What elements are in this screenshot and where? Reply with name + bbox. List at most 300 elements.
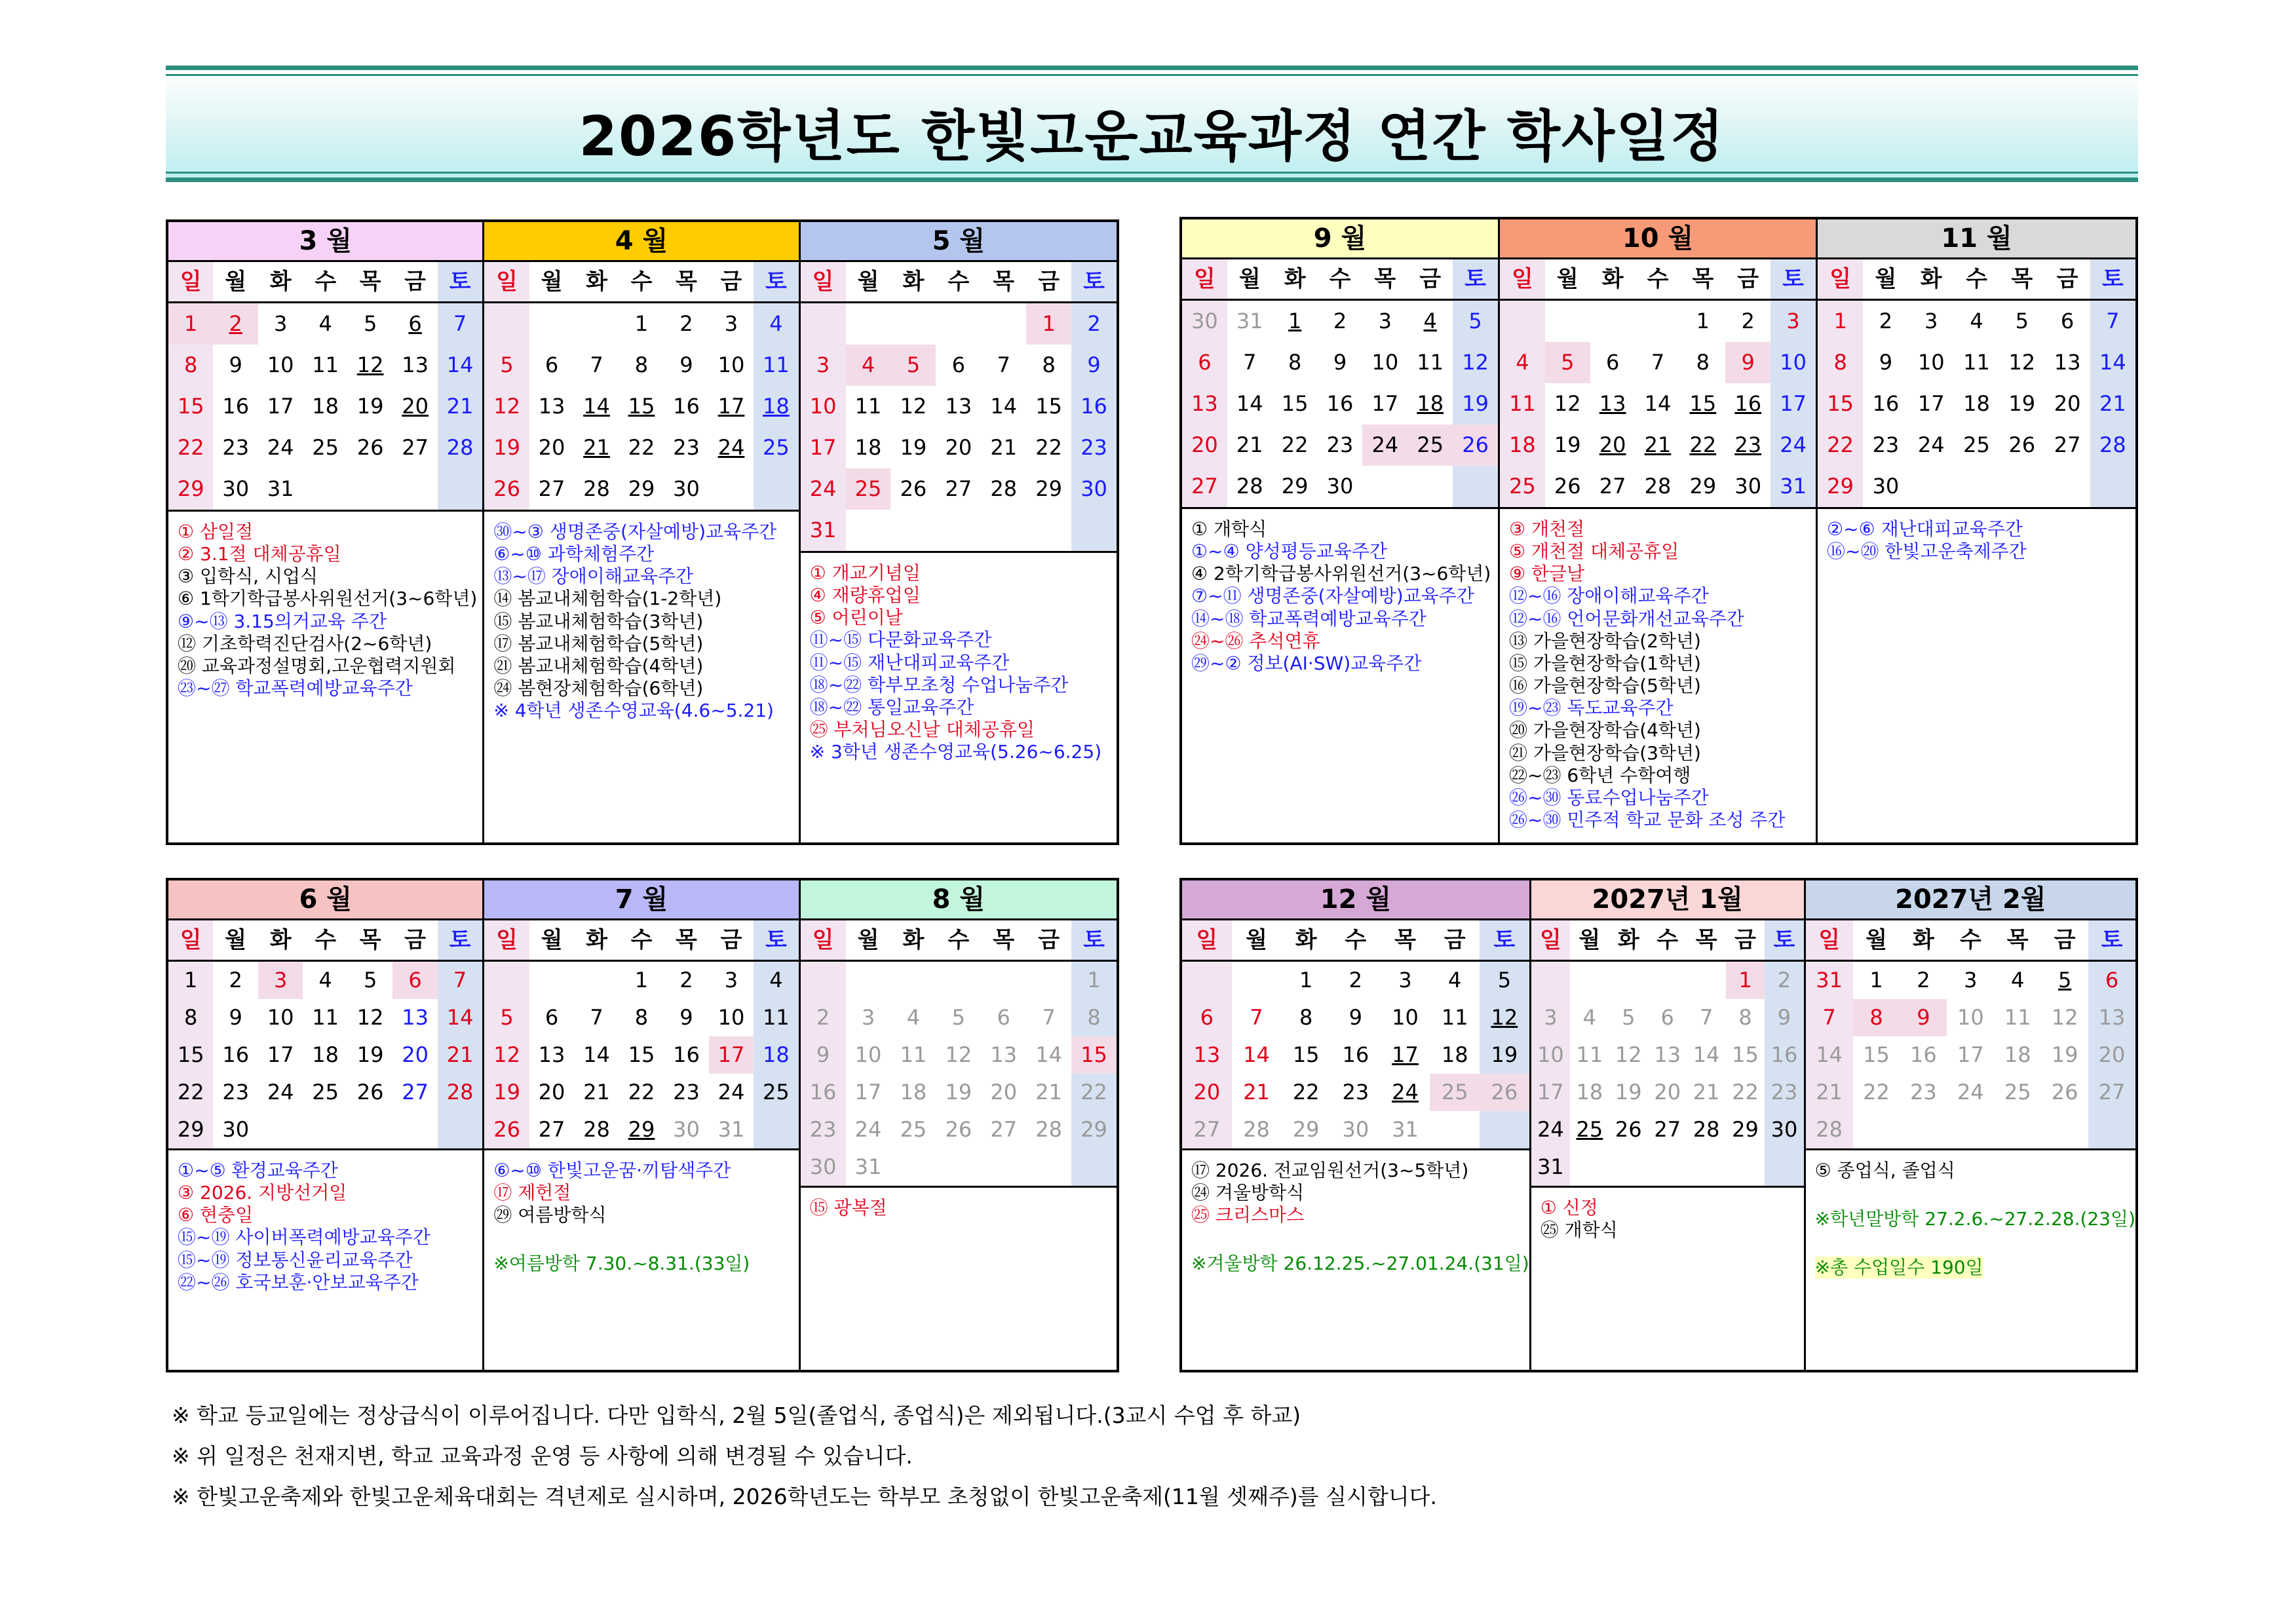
weekday-label: 월 [1578, 927, 1601, 953]
day-cell: 19 [484, 1074, 529, 1111]
event-list [801, 1188, 1117, 1370]
day-cell: 9 [1349, 1005, 1363, 1030]
event-list [1531, 1188, 1804, 1370]
day-cell-empty [1071, 1148, 1117, 1186]
day-cell: 28 [990, 476, 1018, 501]
day-cell: 28 [2090, 425, 2135, 466]
event-item: ⑬ 가을현장학습(2학년) [1509, 630, 1701, 652]
weekday-header [1818, 259, 2135, 301]
weekday-label: 금 [720, 927, 742, 953]
day-cell-empty [1407, 466, 1453, 507]
day-cell: 24 [801, 468, 846, 510]
day-cell: 4 [1582, 1005, 1597, 1030]
day-cell: 6 [997, 1005, 1010, 1030]
day-grid [801, 303, 1117, 553]
event-item: ※총 수업일수 190일 [1814, 1256, 1983, 1279]
day-cell: 24 [718, 435, 745, 460]
event-item: ⑳ 가을현장학습(4학년) [1509, 719, 1701, 742]
weekday-label: 목 [993, 269, 1015, 295]
day-cell: 9 [229, 352, 242, 377]
day-cell: 14 [1236, 391, 1263, 416]
day-cell: 4 [754, 303, 798, 345]
day-cell: 21 [990, 435, 1018, 460]
weekday-label: 목 [359, 269, 381, 295]
weekday-label: 토 [1480, 920, 1529, 960]
day-cell: 31 [1806, 962, 1853, 999]
day-cell: 20 [538, 1080, 565, 1105]
day-cell: 15 [168, 1036, 213, 1074]
weekday-label: 금 [1737, 266, 1759, 292]
weekday-label: 토 [1071, 262, 1117, 301]
weekday-label: 금 [1734, 927, 1756, 953]
day-cell: 7 [1651, 350, 1665, 375]
event-item: ① 신정 [1540, 1197, 1598, 1218]
day-cell: 7 [438, 962, 482, 999]
day-cell: 2 [1333, 309, 1347, 333]
weekday-label: 수 [947, 269, 970, 295]
weekday-header [1500, 259, 1816, 301]
day-cell-empty [2044, 466, 2090, 507]
day-cell: 20 [990, 1080, 1018, 1105]
day-cell: 11 [1500, 383, 1545, 425]
day-cell-empty [754, 468, 798, 510]
event-list [1806, 1150, 2135, 1370]
day-cell: 15 [1071, 1036, 1117, 1074]
month-header: 8 월 [801, 880, 1117, 920]
day-cell: 18 [1417, 391, 1444, 416]
weekday-label: 월 [1246, 927, 1267, 953]
event-item: ㉖~㉚ 민주적 학교 문화 조성 주간 [1509, 809, 1786, 831]
day-cell: 27 [1182, 1111, 1232, 1148]
day-cell: 4 [1448, 968, 1462, 992]
day-cell: 11 [2004, 1005, 2031, 1030]
day-cell: 22 [1292, 1080, 1320, 1105]
weekday-label: 수 [630, 269, 653, 295]
day-cell: 17 [1770, 383, 1816, 425]
day-cell: 28 [583, 476, 610, 501]
day-cell: 30 [222, 1117, 250, 1142]
weekday-label: 화 [269, 269, 292, 295]
event-item: ⑮ 가을현장학습(1학년) [1509, 652, 1701, 674]
day-cell: 29 [1818, 466, 1863, 507]
day-cell: 25 [754, 1074, 798, 1111]
weekday-label: 수 [1656, 927, 1679, 953]
day-cell: 18 [854, 435, 882, 460]
day-cell: 24 [1392, 1080, 1419, 1105]
day-cell: 4 [754, 962, 798, 999]
day-cell: 17 [267, 1042, 294, 1067]
day-cell: 2 [1071, 303, 1117, 345]
day-cell: 11 [312, 1005, 339, 1030]
day-cell: 27 [538, 476, 565, 501]
weekday-header [1531, 920, 1804, 962]
day-cell: 25 [312, 435, 339, 460]
day-cell: 3 [1924, 309, 1938, 333]
event-item: ㉔~㉖ 추석연휴 [1191, 630, 1320, 652]
event-item: ①~⑤ 환경교육주간 [178, 1160, 338, 1181]
day-cell: 13 [2088, 999, 2135, 1036]
day-cell-empty [2041, 1111, 2088, 1148]
day-cell: 24 [854, 1117, 882, 1142]
day-cell: 11 [1576, 1042, 1603, 1067]
day-cell: 17 [1957, 1042, 1984, 1067]
weekday-label: 수 [1647, 266, 1669, 292]
day-cell: 5 [363, 311, 377, 336]
event-item: ⑥ 1학기학급봉사위원선거(3~6학년) [178, 588, 478, 610]
event-item: ⑥~⑩ 과학체험주간 [493, 543, 655, 565]
day-cell: 27 [2088, 1074, 2135, 1111]
day-cell: 24 [1917, 432, 1945, 457]
weekday-label: 수 [947, 927, 970, 953]
day-cell: 23 [1342, 1080, 1369, 1105]
event-item: ㉔ 봄현장체험학습(6학년) [493, 677, 704, 700]
weekday-label: 수 [315, 927, 337, 953]
day-cell: 17 [1531, 1074, 1570, 1111]
event-item: ⑫~⑯ 장애이해교육주간 [1509, 585, 1709, 607]
day-cell: 15 [628, 1042, 655, 1067]
calendar-panel-spring [166, 219, 1119, 845]
weekday-label: 목 [2011, 266, 2033, 292]
day-cell: 23 [1734, 432, 1762, 457]
day-grid [484, 962, 798, 1150]
day-cell: 12 [945, 1042, 972, 1067]
event-list [1500, 509, 1816, 842]
event-item: ㉑ 가을현장학습(3학년) [1509, 742, 1701, 764]
day-cell-empty [1182, 962, 1232, 999]
event-item: ㉕ 부처님오신날 대체공휴일 [809, 719, 1035, 741]
event-list [801, 553, 1117, 842]
event-item: ㉔ 겨울방학식 [1191, 1182, 1305, 1204]
month-calendar [1531, 880, 1806, 1370]
day-cell-empty [1570, 962, 1609, 999]
day-cell-empty [438, 1111, 482, 1148]
day-cell: 26 [356, 435, 384, 460]
day-cell: 25 [2004, 1080, 2031, 1105]
day-cell: 3 [1531, 999, 1570, 1036]
weekday-label: 일 [484, 920, 529, 960]
event-item: ⑳ 교육과정설명회,고운협력지원회 [178, 654, 456, 677]
event-item: ⑤ 종업식, 졸업식 [1814, 1160, 1955, 1181]
day-cell: 8 [1042, 352, 1056, 377]
day-cell: 8 [1071, 999, 1117, 1036]
day-cell: 11 [1963, 350, 1990, 375]
day-cell-empty [1500, 301, 1545, 342]
event-item: ⑱~㉒ 학부모초청 수업나눔주간 [809, 673, 1069, 696]
day-cell: 1 [168, 303, 213, 345]
month-header: 10 월 [1500, 219, 1816, 259]
day-cell: 9 [679, 1005, 693, 1030]
day-cell: 1 [1026, 303, 1071, 345]
day-cell-empty [981, 303, 1026, 345]
event-item: ㉕ 크리스마스 [1191, 1204, 1305, 1226]
day-cell: 3 [861, 1005, 875, 1030]
day-cell-empty [1954, 466, 1999, 507]
event-item: ② 3.1절 대체공휴일 [178, 543, 341, 565]
weekday-label: 월 [1866, 927, 1887, 953]
day-cell: 29 [1035, 476, 1062, 501]
day-cell: 29 [1071, 1111, 1117, 1148]
day-cell: 16 [1734, 391, 1762, 416]
day-cell: 29 [628, 476, 655, 501]
day-cell: 21 [1806, 1074, 1853, 1111]
day-cell: 23 [1326, 432, 1354, 457]
day-cell: 10 [1531, 1036, 1570, 1074]
day-cell: 14 [1644, 391, 1672, 416]
day-cell-empty [1531, 962, 1570, 999]
day-cell: 17 [801, 427, 846, 468]
month-calendar [168, 880, 484, 1370]
day-cell: 30 [801, 1148, 846, 1186]
weekday-label: 일 [1182, 259, 1227, 299]
day-cell: 26 [2008, 432, 2036, 457]
day-cell: 31 [801, 510, 846, 551]
day-cell: 12 [1615, 1042, 1642, 1067]
page-title: 2026학년도 한빛고운교육과정 연간 학사일정 [579, 104, 1725, 168]
event-item: ※여름방학 7.30.~8.31.(33일) [493, 1253, 750, 1275]
event-item: ②~⑥ 재난대피교육주간 [1827, 518, 2023, 540]
day-cell: 1 [634, 968, 649, 992]
day-cell: 11 [900, 1042, 927, 1067]
day-cell: 9 [1765, 999, 1803, 1036]
day-cell: 18 [754, 386, 798, 427]
day-cell: 3 [274, 311, 288, 336]
day-cell: 30 [673, 476, 700, 501]
weekday-header [484, 262, 798, 303]
weekday-label: 화 [1912, 927, 1934, 953]
day-cell: 4 [846, 345, 891, 386]
day-cell-empty [801, 303, 846, 345]
event-list [1818, 509, 2135, 842]
day-cell: 19 [1554, 432, 1581, 457]
event-item: ⑮ 봄교내체험학습(3학년) [493, 610, 704, 632]
weekday-label: 금 [1419, 266, 1442, 292]
event-item: ⑨~⑬ 3.15의거교육 주간 [178, 610, 387, 632]
day-cell: 12 [356, 352, 384, 377]
event-item: ⑮~⑲ 사이버폭력예방교육주간 [178, 1226, 430, 1249]
day-cell: 19 [1453, 383, 1498, 425]
day-cell: 25 [900, 1117, 927, 1142]
day-cell: 2 [1349, 968, 1363, 992]
event-item: ① 개교기념일 [809, 562, 921, 584]
day-cell: 18 [754, 1036, 798, 1074]
event-list [484, 1150, 798, 1370]
day-cell: 28 [1644, 474, 1672, 499]
day-cell: 22 [1281, 432, 1309, 457]
month-calendar [168, 222, 484, 842]
day-cell-empty [1648, 962, 1687, 999]
day-cell: 7 [590, 1005, 603, 1030]
day-cell: 31 [1236, 309, 1263, 333]
weekday-label: 월 [857, 269, 879, 295]
day-cell: 28 [1693, 1117, 1720, 1142]
event-item: ㉒~㉖ 호국보훈·안보교육주간 [178, 1271, 419, 1293]
event-item: ⑤ 어린이날 [809, 607, 903, 629]
weekday-label: 금 [720, 269, 742, 295]
day-cell: 21 [438, 1036, 482, 1074]
weekday-label: 토 [754, 920, 798, 960]
day-cell: 25 [754, 427, 798, 468]
day-cell-empty [936, 962, 981, 999]
weekday-label: 목 [1374, 266, 1396, 292]
day-grid [1531, 962, 1804, 1188]
event-item: ※ 4학년 생존수영교육(4.6~5.21) [493, 700, 774, 722]
day-cell: 1 [1071, 962, 1117, 999]
day-cell: 4 [318, 968, 332, 992]
day-cell-empty [392, 468, 437, 510]
day-cell: 28 [583, 1117, 610, 1142]
day-cell: 25 [1963, 432, 1990, 457]
day-cell-empty [392, 1111, 437, 1148]
weekday-label: 수 [1329, 266, 1351, 292]
day-cell: 18 [2004, 1042, 2031, 1067]
day-cell: 2 [679, 311, 693, 336]
day-cell: 1 [1818, 301, 1863, 342]
day-cell: 15 [1035, 394, 1062, 419]
day-cell: 4 [2011, 968, 2025, 992]
day-cell: 4 [1423, 309, 1437, 333]
weekday-header [168, 262, 482, 303]
weekday-label: 월 [1238, 266, 1261, 292]
day-cell: 31 [854, 1154, 882, 1179]
day-cell: 21 [1035, 1080, 1062, 1105]
day-cell: 29 [1292, 1117, 1320, 1142]
event-item: ①~④ 양성평등교육주간 [1191, 540, 1387, 563]
month-header: 12 월 [1182, 880, 1529, 920]
weekday-label: 화 [1920, 266, 1942, 292]
day-cell: 23 [801, 1111, 846, 1148]
day-cell-empty [981, 510, 1026, 551]
day-cell: 27 [990, 1117, 1018, 1142]
weekday-label: 화 [902, 927, 925, 953]
weekday-label: 화 [1601, 266, 1624, 292]
day-cell: 23 [1910, 1080, 1937, 1105]
day-cell: 18 [1963, 391, 1990, 416]
day-cell-empty [438, 468, 482, 510]
day-grid [801, 962, 1117, 1188]
day-cell: 21 [1644, 432, 1672, 457]
day-cell: 29 [1689, 474, 1717, 499]
event-item: ⑰ 봄교내체험학습(5학년) [493, 632, 704, 654]
day-cell: 27 [538, 1117, 565, 1142]
day-cell: 10 [801, 386, 846, 427]
weekday-label: 화 [269, 927, 292, 953]
day-cell: 14 [583, 394, 610, 419]
day-cell: 9 [679, 352, 693, 377]
day-cell: 4 [1970, 309, 1983, 333]
day-cell: 2 [679, 968, 693, 992]
day-cell: 22 [1035, 435, 1062, 460]
event-item: ⑥~⑩ 한빛고운꿈·끼탐색주간 [493, 1160, 731, 1181]
month-header: 5 월 [801, 222, 1117, 262]
day-cell: 17 [854, 1080, 882, 1105]
weekday-label: 일 [1182, 920, 1232, 960]
day-cell: 6 [951, 352, 965, 377]
day-cell: 29 [628, 1117, 655, 1142]
event-item: ⑮~⑲ 정보통신윤리교육주간 [178, 1249, 413, 1271]
day-cell: 6 [2060, 309, 2075, 333]
day-cell: 24 [267, 1080, 294, 1105]
event-list [168, 512, 482, 842]
day-cell: 27 [945, 476, 972, 501]
day-cell: 28 [1243, 1117, 1270, 1142]
weekday-label: 일 [1818, 259, 1863, 299]
day-cell: 6 [1660, 1005, 1674, 1030]
weekday-label: 목 [676, 927, 697, 953]
day-cell: 22 [168, 427, 213, 468]
day-cell: 11 [854, 394, 882, 419]
weekday-label: 금 [404, 927, 427, 953]
day-cell: 2 [1741, 309, 1755, 333]
day-cell: 3 [801, 345, 846, 386]
day-cell: 11 [312, 352, 339, 377]
day-cell: 25 [1576, 1117, 1603, 1142]
day-cell-empty [1947, 1111, 1994, 1148]
month-header: 2027년 2월 [1806, 880, 2135, 920]
day-cell-empty [2090, 466, 2135, 507]
day-cell-empty [484, 962, 529, 999]
day-cell: 29 [1732, 1117, 1759, 1142]
day-cell-empty [574, 962, 619, 999]
day-cell: 13 [990, 1042, 1018, 1067]
weekday-label: 토 [1765, 920, 1803, 960]
day-cell: 30 [1734, 474, 1762, 499]
day-grid [1818, 301, 2135, 509]
weekday-label: 수 [315, 269, 337, 295]
day-cell: 19 [356, 1042, 384, 1067]
weekday-label: 목 [676, 269, 697, 295]
weekday-label: 토 [1071, 920, 1117, 960]
day-cell: 11 [1417, 350, 1444, 375]
day-cell: 14 [438, 345, 482, 386]
day-cell: 3 [1770, 301, 1816, 342]
event-item: ⑱~㉒ 통일교육주간 [809, 696, 974, 718]
day-cell: 20 [1654, 1080, 1681, 1105]
day-cell: 27 [1182, 466, 1227, 507]
day-cell: 7 [1250, 1005, 1263, 1030]
weekday-header [168, 920, 482, 962]
day-cell: 24 [1531, 1111, 1570, 1148]
day-cell: 8 [1818, 342, 1863, 383]
day-cell: 19 [1480, 1036, 1529, 1074]
day-cell: 16 [1342, 1042, 1369, 1067]
day-cell: 1 [634, 311, 649, 336]
day-cell-empty [258, 1111, 303, 1148]
day-cell: 26 [1615, 1117, 1642, 1142]
day-cell: 16 [222, 1042, 250, 1067]
event-item: ⑰ 제헌절 [493, 1182, 571, 1204]
day-cell: 17 [267, 394, 294, 419]
day-cell-empty [936, 1148, 981, 1186]
day-cell: 30 [673, 1117, 700, 1142]
day-cell: 13 [402, 352, 429, 377]
day-cell: 14 [1035, 1042, 1062, 1067]
day-cell-empty [1765, 1148, 1803, 1186]
day-cell-empty [981, 1148, 1026, 1186]
day-cell: 12 [484, 1036, 529, 1074]
weekday-label: 수 [1345, 927, 1367, 953]
footnote: ※ 한빛고운축제와 한빛고운체육대회는 격년제로 실시하며, 2026학년도는 학부모 초청없이 한빛고운축제(11월 셋째주)를 실시합니다. [172, 1484, 1438, 1509]
day-cell: 20 [1182, 425, 1227, 466]
day-cell: 22 [168, 1074, 213, 1111]
day-cell: 13 [1599, 391, 1626, 416]
weekday-label: 일 [484, 262, 529, 301]
weekday-header [484, 920, 798, 962]
weekday-label: 일 [1806, 920, 1853, 960]
month-calendar [1500, 219, 1818, 842]
day-grid [168, 303, 482, 512]
month-calendar [484, 222, 800, 842]
day-cell: 17 [709, 1036, 754, 1074]
